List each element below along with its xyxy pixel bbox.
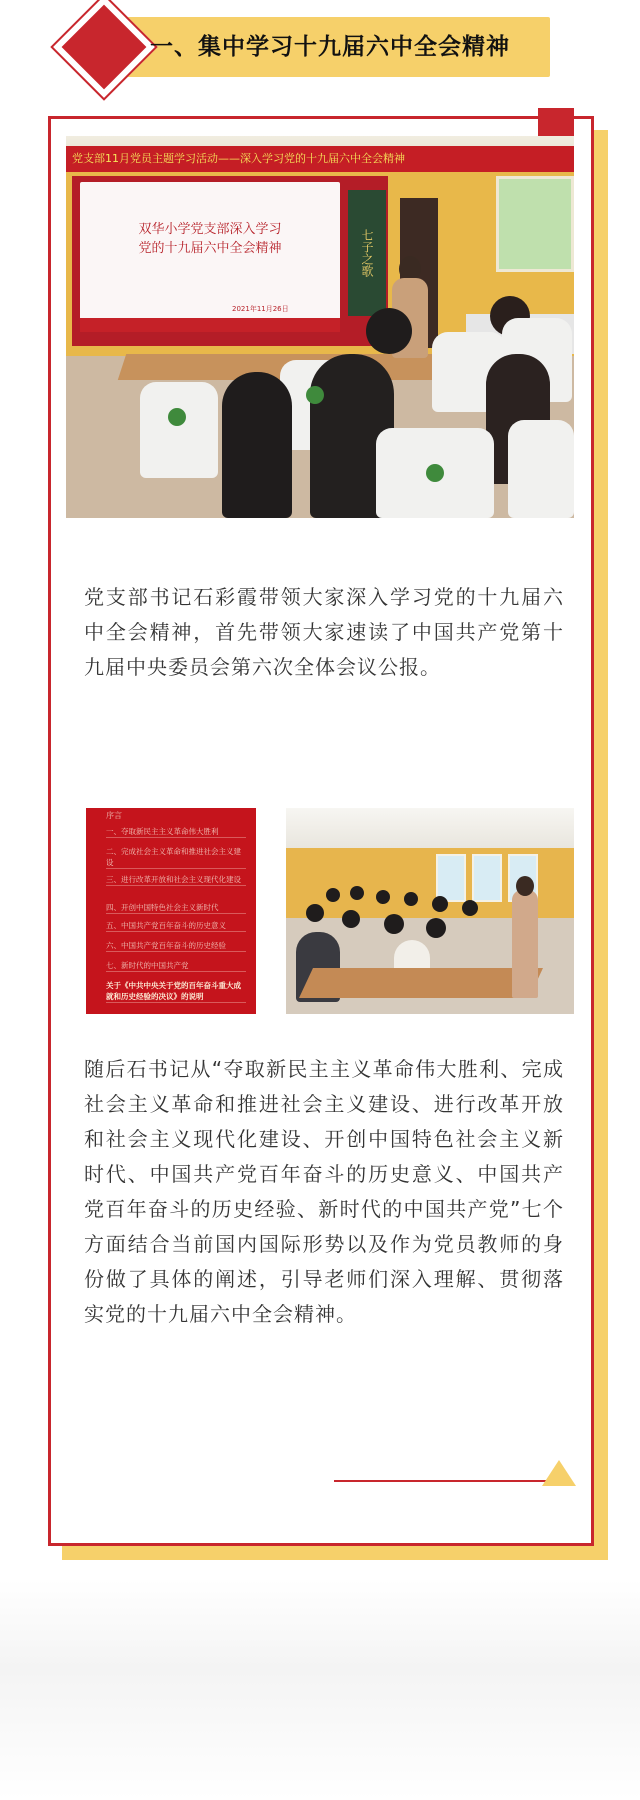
slide-heading: 序言 [106, 811, 122, 820]
slide-item: 一、夺取新民主主义革命伟大胜利 [106, 826, 246, 838]
section-title: 一、集中学习十九届六中全会精神 [150, 34, 510, 60]
screen-title: 双华小学党支部深入学习 党的十九届六中全会精神 [138, 222, 282, 256]
slide-highlight-item: 关于《中共中央关于党的百年奋斗重大成就和历史经验的决议》的说明 [106, 980, 246, 1003]
slide-item: 七、新时代的中国共产党 [106, 960, 246, 972]
screen-footer-band [80, 318, 340, 332]
attendee-figure [222, 372, 292, 518]
attendee-head [350, 886, 364, 900]
photo-window [436, 854, 466, 902]
school-logo-icon [306, 386, 324, 404]
divider-line [334, 1480, 546, 1482]
photo-window [472, 854, 502, 902]
attendee-head [432, 896, 448, 912]
projection-screen [80, 182, 340, 332]
calligraphy-board: 七子之歌 [348, 190, 386, 316]
attendee-head [342, 910, 360, 928]
paragraph-intro: 党支部书记石彩霞带领大家深入学习党的十九届六中全会精神，首先带领大家速读了中国共产党第十九届中央委员会第六次全体会议公报。 [84, 585, 564, 679]
slide-item: 六、中国共产党百年奋斗的历史经验 [106, 940, 246, 952]
photo-table [299, 968, 543, 998]
attendee-head [384, 914, 404, 934]
attendee-head [306, 904, 324, 922]
chair-cover [508, 420, 574, 518]
attendee-head [376, 890, 390, 904]
photo-window [496, 176, 574, 272]
photo-meeting-room [66, 136, 574, 518]
photo-classroom [286, 808, 574, 1014]
attendee-head [366, 308, 412, 354]
school-logo-icon [426, 464, 444, 482]
photo-banner-text: 党支部11月党员主题学习活动——深入学习党的十九届六中全会精神 [66, 146, 574, 172]
teacher-head [516, 876, 534, 896]
paragraph-detail: 随后石书记从“夺取新民主主义革命伟大胜利、完成社会主义革命和推进社会主义建设、进行改革开放和社会主义现代化建设、开创中国特色社会主义新时代、中国共产党百年奋斗的历史意义、中国共产党百年奋斗的历史经验、新时代的中国共产党”七个方面结合当前国内国际形势以及作为党员教师的身份做了具体的阐述，引导老师们深入理解、贯彻落实党的十九届六中全会精神。 [84, 1057, 564, 1326]
slide-item: 三、进行改革开放和社会主义现代化建设 [106, 874, 246, 886]
teacher-figure [512, 890, 538, 998]
school-logo-icon [168, 408, 186, 426]
slide-item: 四、开创中国特色社会主义新时代 [106, 902, 246, 914]
screen-date: 2021年11月26日 [232, 305, 289, 313]
attendee-head [462, 900, 478, 916]
photo-slide-outline [86, 808, 256, 1014]
slide-item: 五、中国共产党百年奋斗的历史意义 [106, 920, 246, 932]
attendee-head [326, 888, 340, 902]
photo-ceiling [286, 808, 574, 848]
bottom-wave-decoration [0, 1580, 640, 1800]
attendee-head [404, 892, 418, 906]
chair-cover [140, 382, 218, 478]
slide-item: 二、完成社会主义革命和推进社会主义建设 [106, 846, 246, 869]
attendee-head [426, 918, 446, 938]
